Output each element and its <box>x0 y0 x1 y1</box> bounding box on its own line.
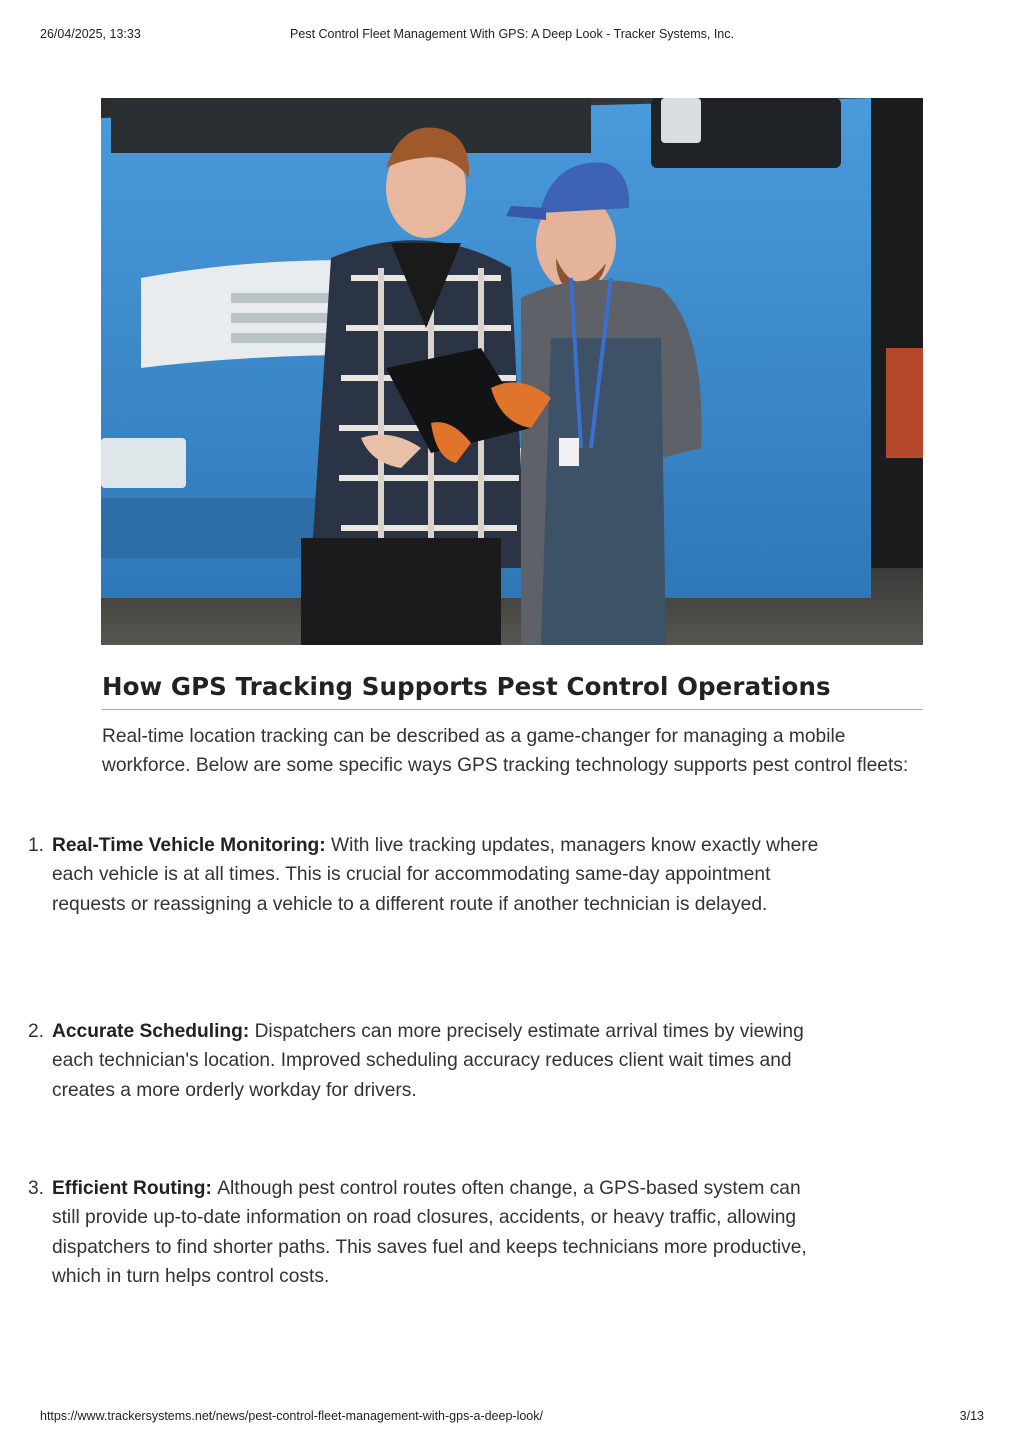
list-number: 1. <box>28 835 45 856</box>
list-item-text: Although pest control routes often change, a GPS-based system can still provide up-to-date information on road closures, accidents, or heavy traffic, allowing dispatchers to find shorter paths. This saves fuel and keeps technicians more productive, which in turn helps control costs. <box>52 1178 807 1287</box>
print-url: https://www.trackersystems.net/news/pest-control-fleet-management-with-gps-a-deep-look/ <box>40 1409 543 1423</box>
print-doc-title: Pest Control Fleet Management With GPS: A Deep Look - Tracker Systems, Inc. <box>290 27 734 41</box>
section-heading: How GPS Tracking Supports Pest Control Operations <box>102 672 923 710</box>
list-item-text: With live tracking updates, managers know exactly where each vehicle is at all times. This is crucial for accommodating same-day appointment requests or reassigning a vehicle to a different route if another technician is delayed. <box>52 835 819 915</box>
list-item-title: Accurate Scheduling: <box>52 1021 255 1042</box>
print-page-number: 3/13 <box>959 1409 984 1423</box>
print-header <box>40 27 984 43</box>
print-footer <box>40 1409 984 1425</box>
list-item-title: Real-Time Vehicle Monitoring: <box>52 835 331 856</box>
list-item-text: Dispatchers can more precisely estimate arrival times by viewing each technician's location. Improved scheduling accuracy reduces client wait times and creates a more orderly workday for drivers. <box>52 1021 804 1101</box>
list-item-title: Efficient Routing: <box>52 1178 218 1199</box>
photo-illustration <box>101 98 923 645</box>
list-number: 3. <box>28 1178 45 1199</box>
article-section <box>102 672 923 781</box>
list-item <box>28 1174 824 1291</box>
list-item <box>28 831 824 919</box>
print-datetime: 26/04/2025, 13:33 <box>40 27 141 41</box>
list-number: 2. <box>28 1021 45 1042</box>
hero-image <box>101 98 923 645</box>
list-item <box>28 1017 824 1105</box>
intro-paragraph: Real-time location tracking can be described as a game-changer for managing a mobile workforce. Below are some specific ways GPS tracking technology supports pest control fleets: <box>102 726 909 777</box>
